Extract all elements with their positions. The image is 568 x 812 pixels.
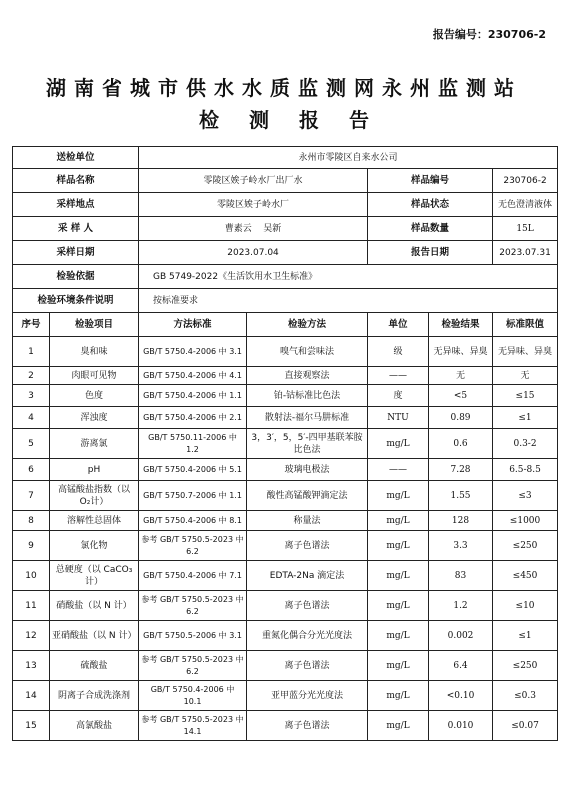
unit: 级 bbox=[368, 337, 429, 367]
test-result: 1.2 bbox=[429, 591, 493, 621]
row-no: 11 bbox=[13, 591, 50, 621]
info-row-sample bbox=[13, 169, 558, 193]
row-no: 15 bbox=[13, 711, 50, 741]
row-no: 8 bbox=[13, 511, 50, 531]
test-item: 色度 bbox=[50, 385, 139, 407]
table-row bbox=[13, 561, 558, 591]
method-standard: GB/T 5750.4-2006 中 4.1 bbox=[139, 367, 247, 385]
site-value: 零陵区娭子岭水厂 bbox=[139, 193, 368, 217]
standard-limit: 无 bbox=[493, 367, 558, 385]
test-method: 重氮化偶合分光光度法 bbox=[247, 621, 368, 651]
unit: NTU bbox=[368, 407, 429, 429]
method-standard: GB/T 5750.4-2006 中 10.1 bbox=[139, 681, 247, 711]
test-result: 1.55 bbox=[429, 481, 493, 511]
unit: mg/L bbox=[368, 711, 429, 741]
test-method: 3，3′，5，5′-四甲基联苯胺比色法 bbox=[247, 429, 368, 459]
qty-label: 样品数量 bbox=[368, 217, 493, 241]
state-label: 样品状态 bbox=[368, 193, 493, 217]
unit: mg/L bbox=[368, 681, 429, 711]
sampler-label: 采 样 人 bbox=[13, 217, 139, 241]
test-item: 硫酸盐 bbox=[50, 651, 139, 681]
row-no: 2 bbox=[13, 367, 50, 385]
table-row bbox=[13, 711, 558, 741]
method-standard: GB/T 5750.4-2006 中 5.1 bbox=[139, 459, 247, 481]
test-result: 无 bbox=[429, 367, 493, 385]
info-row-env bbox=[13, 289, 558, 313]
unit: mg/L bbox=[368, 531, 429, 561]
unit: mg/L bbox=[368, 591, 429, 621]
qty-value: 15L bbox=[493, 217, 558, 241]
method-standard: GB/T 5750.4-2006 中 2.1 bbox=[139, 407, 247, 429]
method-standard: GB/T 5750.4-2006 中 8.1 bbox=[139, 511, 247, 531]
standard-limit: 6.5-8.5 bbox=[493, 459, 558, 481]
test-result: 0.89 bbox=[429, 407, 493, 429]
row-no: 12 bbox=[13, 621, 50, 651]
test-item: 高锰酸盐指数（以 O₂计） bbox=[50, 481, 139, 511]
test-result: 3.3 bbox=[429, 531, 493, 561]
col-header-method: 检验方法 bbox=[247, 313, 368, 337]
test-method: 散射法-福尔马肼标准 bbox=[247, 407, 368, 429]
info-row-dates bbox=[13, 241, 558, 265]
info-row-sampler bbox=[13, 217, 558, 241]
table-row bbox=[13, 459, 558, 481]
sample-name-value: 零陵区娭子岭水厂出厂水 bbox=[139, 169, 368, 193]
standard-limit: ≤0.3 bbox=[493, 681, 558, 711]
test-method: 称量法 bbox=[247, 511, 368, 531]
table-row bbox=[13, 481, 558, 511]
test-result: 6.4 bbox=[429, 651, 493, 681]
sample-date-label: 采样日期 bbox=[13, 241, 139, 265]
unit: —— bbox=[368, 459, 429, 481]
test-method: 离子色谱法 bbox=[247, 591, 368, 621]
info-row-client bbox=[13, 147, 558, 169]
method-standard: 参考 GB/T 5750.5-2023 中 6.2 bbox=[139, 651, 247, 681]
info-row-site bbox=[13, 193, 558, 217]
col-header-unit: 单位 bbox=[368, 313, 429, 337]
unit: 度 bbox=[368, 385, 429, 407]
env-value: 按标准要求 bbox=[139, 289, 558, 313]
report-date-label: 报告日期 bbox=[368, 241, 493, 265]
report-date-value: 2023.07.31 bbox=[493, 241, 558, 265]
test-result: <5 bbox=[429, 385, 493, 407]
method-standard: GB/T 5750.4-2006 中 7.1 bbox=[139, 561, 247, 591]
results-body bbox=[13, 337, 558, 741]
test-method: 离子色谱法 bbox=[247, 711, 368, 741]
row-no: 13 bbox=[13, 651, 50, 681]
client-label: 送检单位 bbox=[13, 147, 139, 169]
standard-limit: ≤1000 bbox=[493, 511, 558, 531]
test-result: 0.6 bbox=[429, 429, 493, 459]
env-label: 检验环境条件说明 bbox=[13, 289, 139, 313]
test-item: 硝酸盐（以 N 计） bbox=[50, 591, 139, 621]
report-table bbox=[12, 146, 558, 741]
test-item: pH bbox=[50, 459, 139, 481]
site-label: 采样地点 bbox=[13, 193, 139, 217]
client-value: 永州市零陵区自来水公司 bbox=[139, 147, 558, 169]
report-number: 报告编号：230706-2 bbox=[432, 28, 546, 41]
unit: mg/L bbox=[368, 651, 429, 681]
row-no: 10 bbox=[13, 561, 50, 591]
standard-limit: ≤3 bbox=[493, 481, 558, 511]
col-header-result: 检验结果 bbox=[429, 313, 493, 337]
row-no: 7 bbox=[13, 481, 50, 511]
col-header-no: 序号 bbox=[13, 313, 50, 337]
report-title-type: 检测报告 bbox=[199, 108, 399, 132]
test-method: 酸性高锰酸钾滴定法 bbox=[247, 481, 368, 511]
test-item: 溶解性总固体 bbox=[50, 511, 139, 531]
test-item: 高氯酸盐 bbox=[50, 711, 139, 741]
basis-value: GB 5749-2022《生活饮用水卫生标准》 bbox=[139, 265, 558, 289]
sample-name-label: 样品名称 bbox=[13, 169, 139, 193]
unit: mg/L bbox=[368, 511, 429, 531]
test-item: 游离氯 bbox=[50, 429, 139, 459]
test-method: 离子色谱法 bbox=[247, 531, 368, 561]
row-no: 5 bbox=[13, 429, 50, 459]
row-no: 6 bbox=[13, 459, 50, 481]
standard-limit: ≤250 bbox=[493, 651, 558, 681]
test-item: 亚硝酸盐（以 N 计） bbox=[50, 621, 139, 651]
test-result: <0.10 bbox=[429, 681, 493, 711]
test-method: 玻璃电极法 bbox=[247, 459, 368, 481]
test-method: 亚甲蓝分光光度法 bbox=[247, 681, 368, 711]
table-row bbox=[13, 385, 558, 407]
test-method: 直接观察法 bbox=[247, 367, 368, 385]
test-result: 无异味、异臭 bbox=[429, 337, 493, 367]
method-standard: 参考 GB/T 5750.5-2023 中 14.1 bbox=[139, 711, 247, 741]
basis-label: 检验依据 bbox=[13, 265, 139, 289]
standard-limit: ≤0.07 bbox=[493, 711, 558, 741]
sample-no-label: 样品编号 bbox=[368, 169, 493, 193]
table-row bbox=[13, 511, 558, 531]
table-row bbox=[13, 651, 558, 681]
standard-limit: ≤1 bbox=[493, 621, 558, 651]
method-standard: GB/T 5750.4-2006 中 3.1 bbox=[139, 337, 247, 367]
standard-limit: ≤1 bbox=[493, 407, 558, 429]
method-standard: GB/T 5750.11-2006 中 1.2 bbox=[139, 429, 247, 459]
method-standard: GB/T 5750.4-2006 中 1.1 bbox=[139, 385, 247, 407]
test-item: 肉眼可见物 bbox=[50, 367, 139, 385]
sample-date-value: 2023.07.04 bbox=[139, 241, 368, 265]
col-header-item: 检验项目 bbox=[50, 313, 139, 337]
test-item: 氯化物 bbox=[50, 531, 139, 561]
unit: —— bbox=[368, 367, 429, 385]
standard-limit: 无异味、异臭 bbox=[493, 337, 558, 367]
row-no: 3 bbox=[13, 385, 50, 407]
method-standard: 参考 GB/T 5750.5-2023 中 6.2 bbox=[139, 531, 247, 561]
table-row bbox=[13, 591, 558, 621]
table-row bbox=[13, 681, 558, 711]
table-row bbox=[13, 367, 558, 385]
report-title-org: 湖南省城市供水水质监测网永州监测站 bbox=[46, 76, 522, 100]
sample-no-value: 230706-2 bbox=[493, 169, 558, 193]
state-value: 无色澄清液体 bbox=[493, 193, 558, 217]
method-standard: 参考 GB/T 5750.5-2023 中 6.2 bbox=[139, 591, 247, 621]
info-row-basis bbox=[13, 265, 558, 289]
table-row bbox=[13, 531, 558, 561]
test-method: 离子色谱法 bbox=[247, 651, 368, 681]
row-no: 9 bbox=[13, 531, 50, 561]
test-result: 128 bbox=[429, 511, 493, 531]
table-row bbox=[13, 407, 558, 429]
standard-limit: ≤10 bbox=[493, 591, 558, 621]
col-header-std: 方法标准 bbox=[139, 313, 247, 337]
row-no: 1 bbox=[13, 337, 50, 367]
test-result: 83 bbox=[429, 561, 493, 591]
test-result: 0.010 bbox=[429, 711, 493, 741]
sampler-value: 曹素云 吴新 bbox=[139, 217, 368, 241]
test-method: 铂-钴标准比色法 bbox=[247, 385, 368, 407]
unit: mg/L bbox=[368, 561, 429, 591]
standard-limit: ≤15 bbox=[493, 385, 558, 407]
test-item: 臭和味 bbox=[50, 337, 139, 367]
test-result: 0.002 bbox=[429, 621, 493, 651]
test-method: 嗅气和尝味法 bbox=[247, 337, 368, 367]
col-header-limit: 标准限值 bbox=[493, 313, 558, 337]
row-no: 14 bbox=[13, 681, 50, 711]
table-row bbox=[13, 337, 558, 367]
unit: mg/L bbox=[368, 621, 429, 651]
test-result: 7.28 bbox=[429, 459, 493, 481]
method-standard: GB/T 5750.7-2006 中 1.1 bbox=[139, 481, 247, 511]
table-row bbox=[13, 621, 558, 651]
row-no: 4 bbox=[13, 407, 50, 429]
test-item: 阴离子合成洗涤剂 bbox=[50, 681, 139, 711]
unit: mg/L bbox=[368, 481, 429, 511]
test-method: EDTA-2Na 滴定法 bbox=[247, 561, 368, 591]
column-header-row bbox=[13, 313, 558, 337]
method-standard: GB/T 5750.5-2006 中 3.1 bbox=[139, 621, 247, 651]
unit: mg/L bbox=[368, 429, 429, 459]
standard-limit: 0.3-2 bbox=[493, 429, 558, 459]
test-item: 浑浊度 bbox=[50, 407, 139, 429]
table-row bbox=[13, 429, 558, 459]
standard-limit: ≤250 bbox=[493, 531, 558, 561]
standard-limit: ≤450 bbox=[493, 561, 558, 591]
test-item: 总硬度（以 CaCO₃计） bbox=[50, 561, 139, 591]
